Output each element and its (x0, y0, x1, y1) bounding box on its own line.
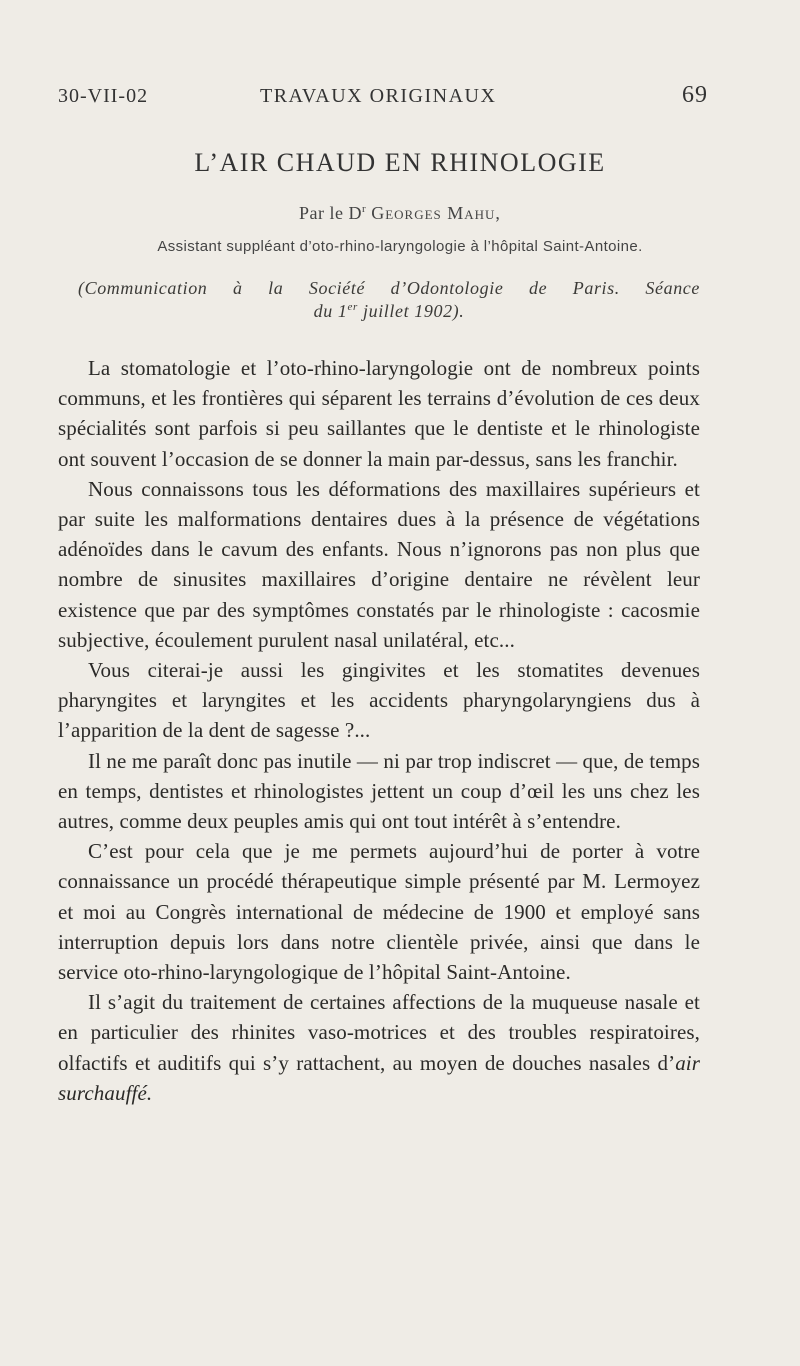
article-title: L’AIR CHAUD EN RHINOLOGIE (194, 148, 606, 177)
byline-prefix: Par le D (299, 203, 363, 223)
paragraph-last (58, 987, 700, 1108)
section-title: TRAVAUX ORIGINAUX (260, 85, 497, 107)
communication-note-line1: (Communication à la Société d’Odontologie de Paris. Séance (78, 278, 700, 298)
byline-superscript: r (362, 203, 367, 215)
article-body (58, 353, 700, 1108)
paragraph: Il ne me paraît donc pas inutile — ni par trop indiscret — que, de temps en temps, dentistes et rhinologistes jettent un coup d’œil les uns chez les autres, comme deux peuples amis qui ont tout intérêt à s’entendre. (58, 748, 700, 834)
author-name: Georges Mahu, (371, 203, 501, 223)
issue-date: 30-VII-02 (58, 85, 149, 107)
author-affiliation: Assistant suppléant d’oto-rhino-laryngologie à l’hôpital Saint-Antoine. (157, 238, 643, 255)
paragraph: Vous citerai-je aussi les gingivites et les stomatites devenues pharyngites et laryngites et les accidents pharyngolaryngiens dus à l’apparition de la dent de sagesse ?... (58, 658, 700, 743)
communication-note-line2 (78, 301, 700, 322)
paragraph: C’est pour cela que je me permets aujourd’hui de porter à votre connaissance un procédé thérapeutique simple présenté par M. Lermoyez et moi au Congrès international de médecine de 1900 et employé sans interruption depuis lors dans notre clientèle privée, ainsi que dans le service oto-rhino-laryngologique de l’hôpital Saint-Antoine. (58, 839, 700, 985)
running-head (58, 82, 708, 112)
paragraph: La stomatologie et l’oto-rhino-laryngologie ont de nombreux points communs, et les frontières qui séparent les terrains d’évolution de ces deux spécialités sont parfois si peu saillantes que le dentiste et le rhinologiste ont souvent l’occasion de se donner la main par-dessus, sans les franchir. (58, 356, 700, 471)
communication-date-superscript: er (347, 301, 358, 313)
paragraph: Nous connaissons tous les déformations des maxillaires supérieurs et par suite les malformations dentaires dues à la présence de végétations adénoïdes dans le cavum des enfants. Nous n’ignorons pas non plus que nombre de sinusites maxillaires d’origine dentaire ne révèlent leur existence que par des symptômes constatés par le rhinologiste : cacosmie subjective, écoulement purulent nasal unilatéral, etc... (58, 476, 700, 652)
communication-date-prefix: du 1 (313, 301, 348, 321)
paragraph-text: Il s’agit du traitement de certaines affections de la muqueuse nasale et en particulier des rhinites vaso-motrices et des troubles respiratoires, olfactifs et auditifs qui s’y rattachent, au moyen de douches nasales d’ (58, 990, 700, 1075)
page-number: 69 (682, 82, 708, 108)
byline (0, 203, 800, 224)
communication-date-suffix: juillet 1902). (357, 301, 465, 321)
emphasized-text: air surchauffé. (58, 1050, 700, 1105)
